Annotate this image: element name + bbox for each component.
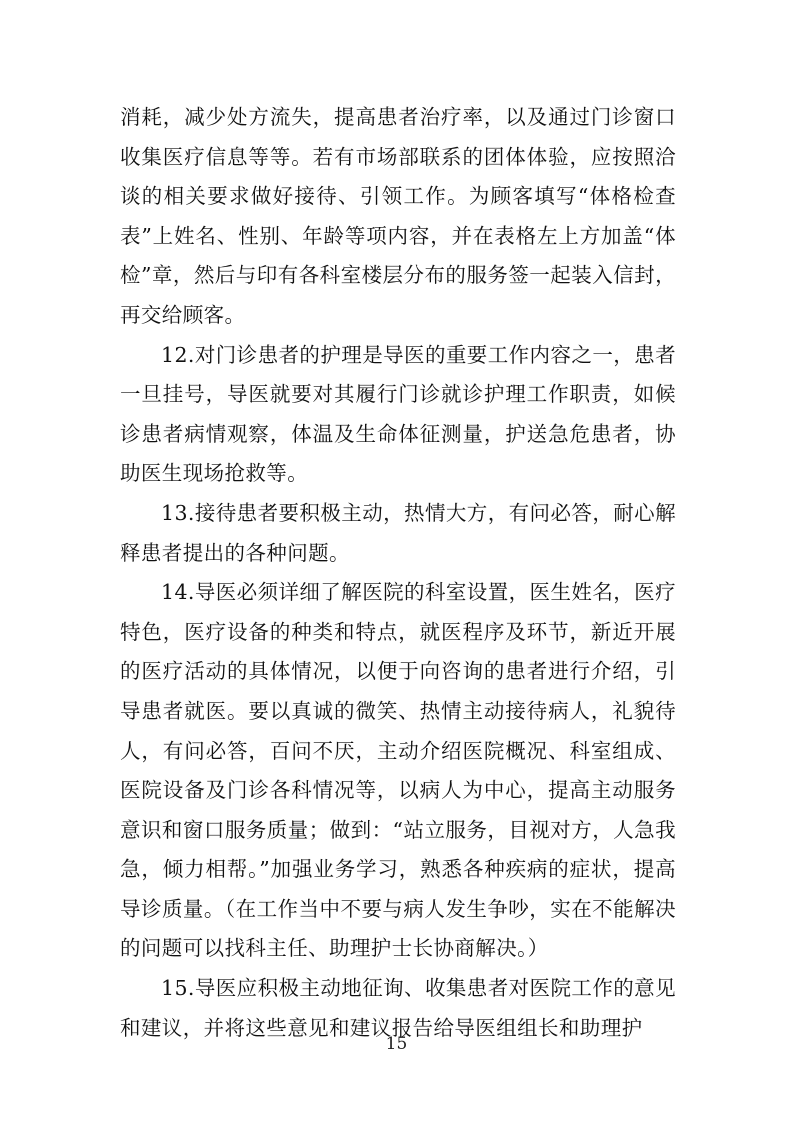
paragraph-item-14: 14.导医必须详细了解医院的科室设置，医生姓名，医疗特色，医疗设备的种类和特点，就医程序及环节，新近开展的医疗活动的具体情况，以便于向咨询的患者进行介绍，引导患者就医。要以真诚的微笑、热情主动接待病人，礼貌待人，有问必答，百问不厌，主动介绍医院概况、科室组成、医院设备及门诊各科情况等，以病人为中心，提高主动服务意识和窗口服务质量；做到：“站立服务，目视对方，人急我急，倾力相帮。”加强业务学习，熟悉各种疾病的症状，提高导诊质量。（在工作当中不要与病人发生争吵，实在不能解决的问题可以找科主任、助理护士长协商解决。） (120, 580, 676, 961)
paragraph-item-13: 13.接待患者要积极主动，热情大方，有问必答，耐心解释患者提出的各种问题。 (120, 500, 676, 565)
page-number: 15 (385, 1034, 408, 1054)
paragraph-continuation: 消耗，减少处方流失，提高患者治疗率，以及通过门诊窗口收集医疗信息等等。若有市场部联系的团体体验，应按照洽谈的相关要求做好接待、引领工作。为顾客填写“体格检查表”上姓名、性别、年龄等项内容，并在表格左上方加盖“体检”章，然后与印有各科室楼层分布的服务签一起装入信封，再交给顾客。 (120, 105, 676, 327)
paragraph-item-12: 12.对门诊患者的护理是导医的重要工作内容之一，患者一旦挂号，导医就要对其履行门诊就诊护理工作职责，如候诊患者病情观察，体温及生命体征测量，护送急危患者，协助医生现场抢救等。 (120, 342, 676, 486)
paragraph-item-15: 15.导医应积极主动地征询、收集患者对医院工作的意见和建议，并将这些意见和建议报告给导医组组长和助理护 (120, 976, 676, 1040)
body-text (120, 98, 676, 1048)
